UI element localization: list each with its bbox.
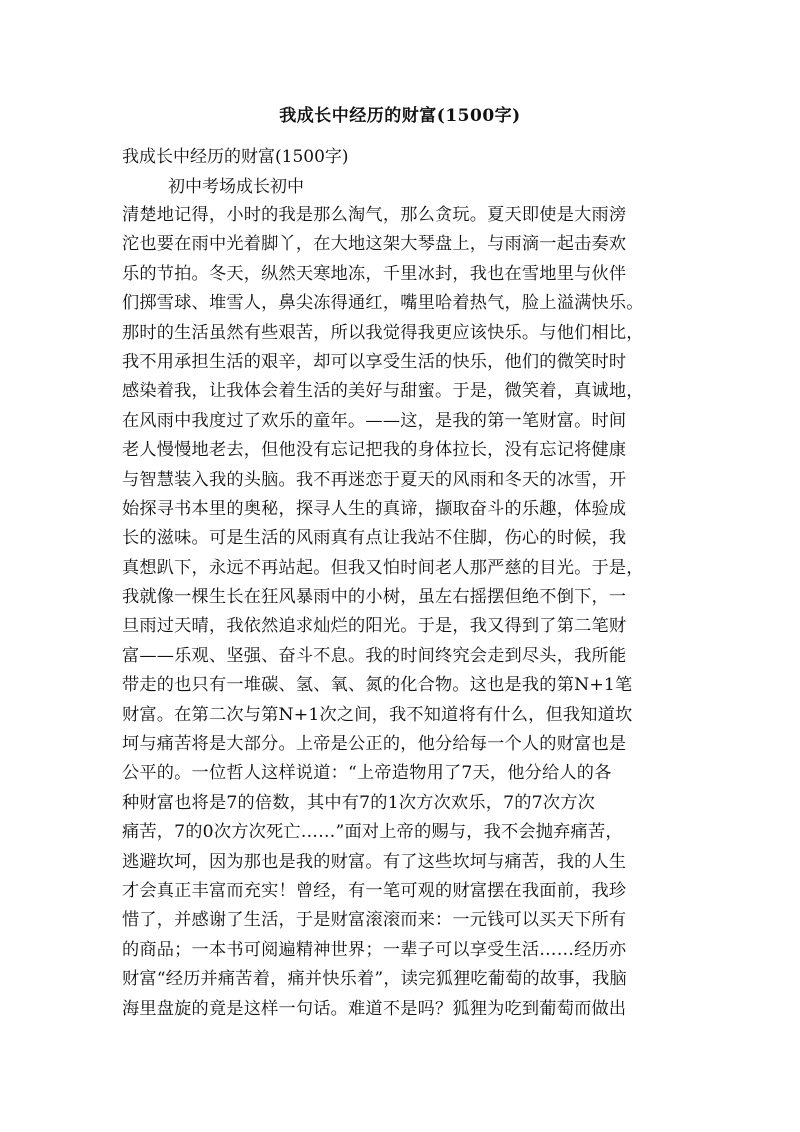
- body-line: 始探寻书本里的奥秘，探寻人生的真谛，撷取奋斗的乐趣，体验成: [122, 498, 627, 519]
- document-title: 我成长中经历的财富(1500字): [279, 106, 521, 126]
- body-line: 富——乐观、坚强、奋斗不息。我的时间终究会走到尽头，我所能: [122, 645, 627, 666]
- body-line: 旦雨过天晴，我依然追求灿烂的阳光。于是，我又得到了第二笔财: [122, 616, 627, 637]
- body-line: 带走的也只有一堆碳、氢、氧、氮的化合物。这也是我的第N+1笔: [122, 675, 633, 696]
- body-line: 那时的生活虽然有些艰苦，所以我觉得我更应该快乐。与他们相比，: [122, 322, 644, 343]
- body-line: 乐的节拍。冬天，纵然天寒地冻，千里冰封，我也在雪地里与伙伴: [122, 263, 627, 284]
- body-line: 在风雨中我度过了欢乐的童年。——这，是我的第一笔财富。时间: [122, 410, 627, 431]
- body-line: 沱也要在雨中光着脚丫，在大地这架大琴盘上，与雨滴一起击奏欢: [122, 234, 627, 255]
- body-line: 公平的。一位哲人这样说道：“上帝造物用了7天，他分给人的各: [122, 763, 612, 784]
- body-line: 财富“经历并痛苦着，痛并快乐着”，读完狐狸吃葡萄的故事，我脑: [122, 969, 627, 990]
- document-subtitle: 我成长中经历的财富(1500字): [122, 147, 349, 167]
- body-line: 种财富也将是7的倍数，其中有7的1次方次欢乐，7的7次方次: [122, 792, 595, 813]
- body-line: 与智慧装入我的头脑。我不再迷恋于夏天的风雨和冬天的冰雪，开: [122, 469, 627, 490]
- body-line: 逃避坎坷，因为那也是我的财富。有了这些坎坷与痛苦，我的人生: [122, 851, 627, 872]
- body-line: 真想趴下，永远不再站起。但我又怕时间老人那严慈的目光。于是，: [122, 557, 644, 578]
- body-line: 长的滋味。可是生活的风雨真有点让我站不住脚，伤心的时候，我: [122, 528, 627, 549]
- body-line: 们掷雪球、堆雪人，鼻尖冻得通红，嘴里哈着热气，脸上溢满快乐。: [122, 293, 644, 314]
- body-line: 感染着我，让我体会着生活的美好与甜蜜。于是，微笑着，真诚地，: [122, 381, 644, 402]
- body-line: 我不用承担生活的艰辛，却可以享受生活的快乐，他们的微笑时时: [122, 351, 627, 372]
- body-line: 的商品；一本书可阅遍精神世界；一辈子可以享受生活……经历亦: [122, 939, 627, 960]
- body-line: 痛苦，7的0次方次死亡……”面对上帝的赐与，我不会抛弃痛苦，: [122, 822, 623, 843]
- body-line: 我就像一棵生长在狂风暴雨中的小树，虽左右摇摆但绝不倒下，一: [122, 587, 627, 608]
- document-tags: 初中考场成长初中: [168, 177, 304, 197]
- body-line: 财富。在第二次与第N+1次之间，我不知道将有什么，但我知道坎: [122, 704, 633, 725]
- body-line: 清楚地记得，小时的我是那么淘气，那么贪玩。夏天即使是大雨滂: [122, 205, 627, 225]
- body-line: 老人慢慢地老去，但他没有忘记把我的身体拉长，没有忘记将健康: [122, 440, 627, 461]
- body-line: 惜了，并感谢了生活，于是财富滚滚而来：一元钱可以买天下所有: [122, 910, 627, 931]
- article-body: [122, 201, 662, 1024]
- body-line: 才会真正丰富而充实！曾经，有一笔可观的财富摆在我面前，我珍: [122, 880, 627, 901]
- body-line: 坷与痛苦将是大部分。上帝是公正的，他分给每一个人的财富也是: [122, 734, 627, 755]
- body-line: 海里盘旋的竟是这样一句话。难道不是吗？狐狸为吃到葡萄而做出: [122, 998, 627, 1019]
